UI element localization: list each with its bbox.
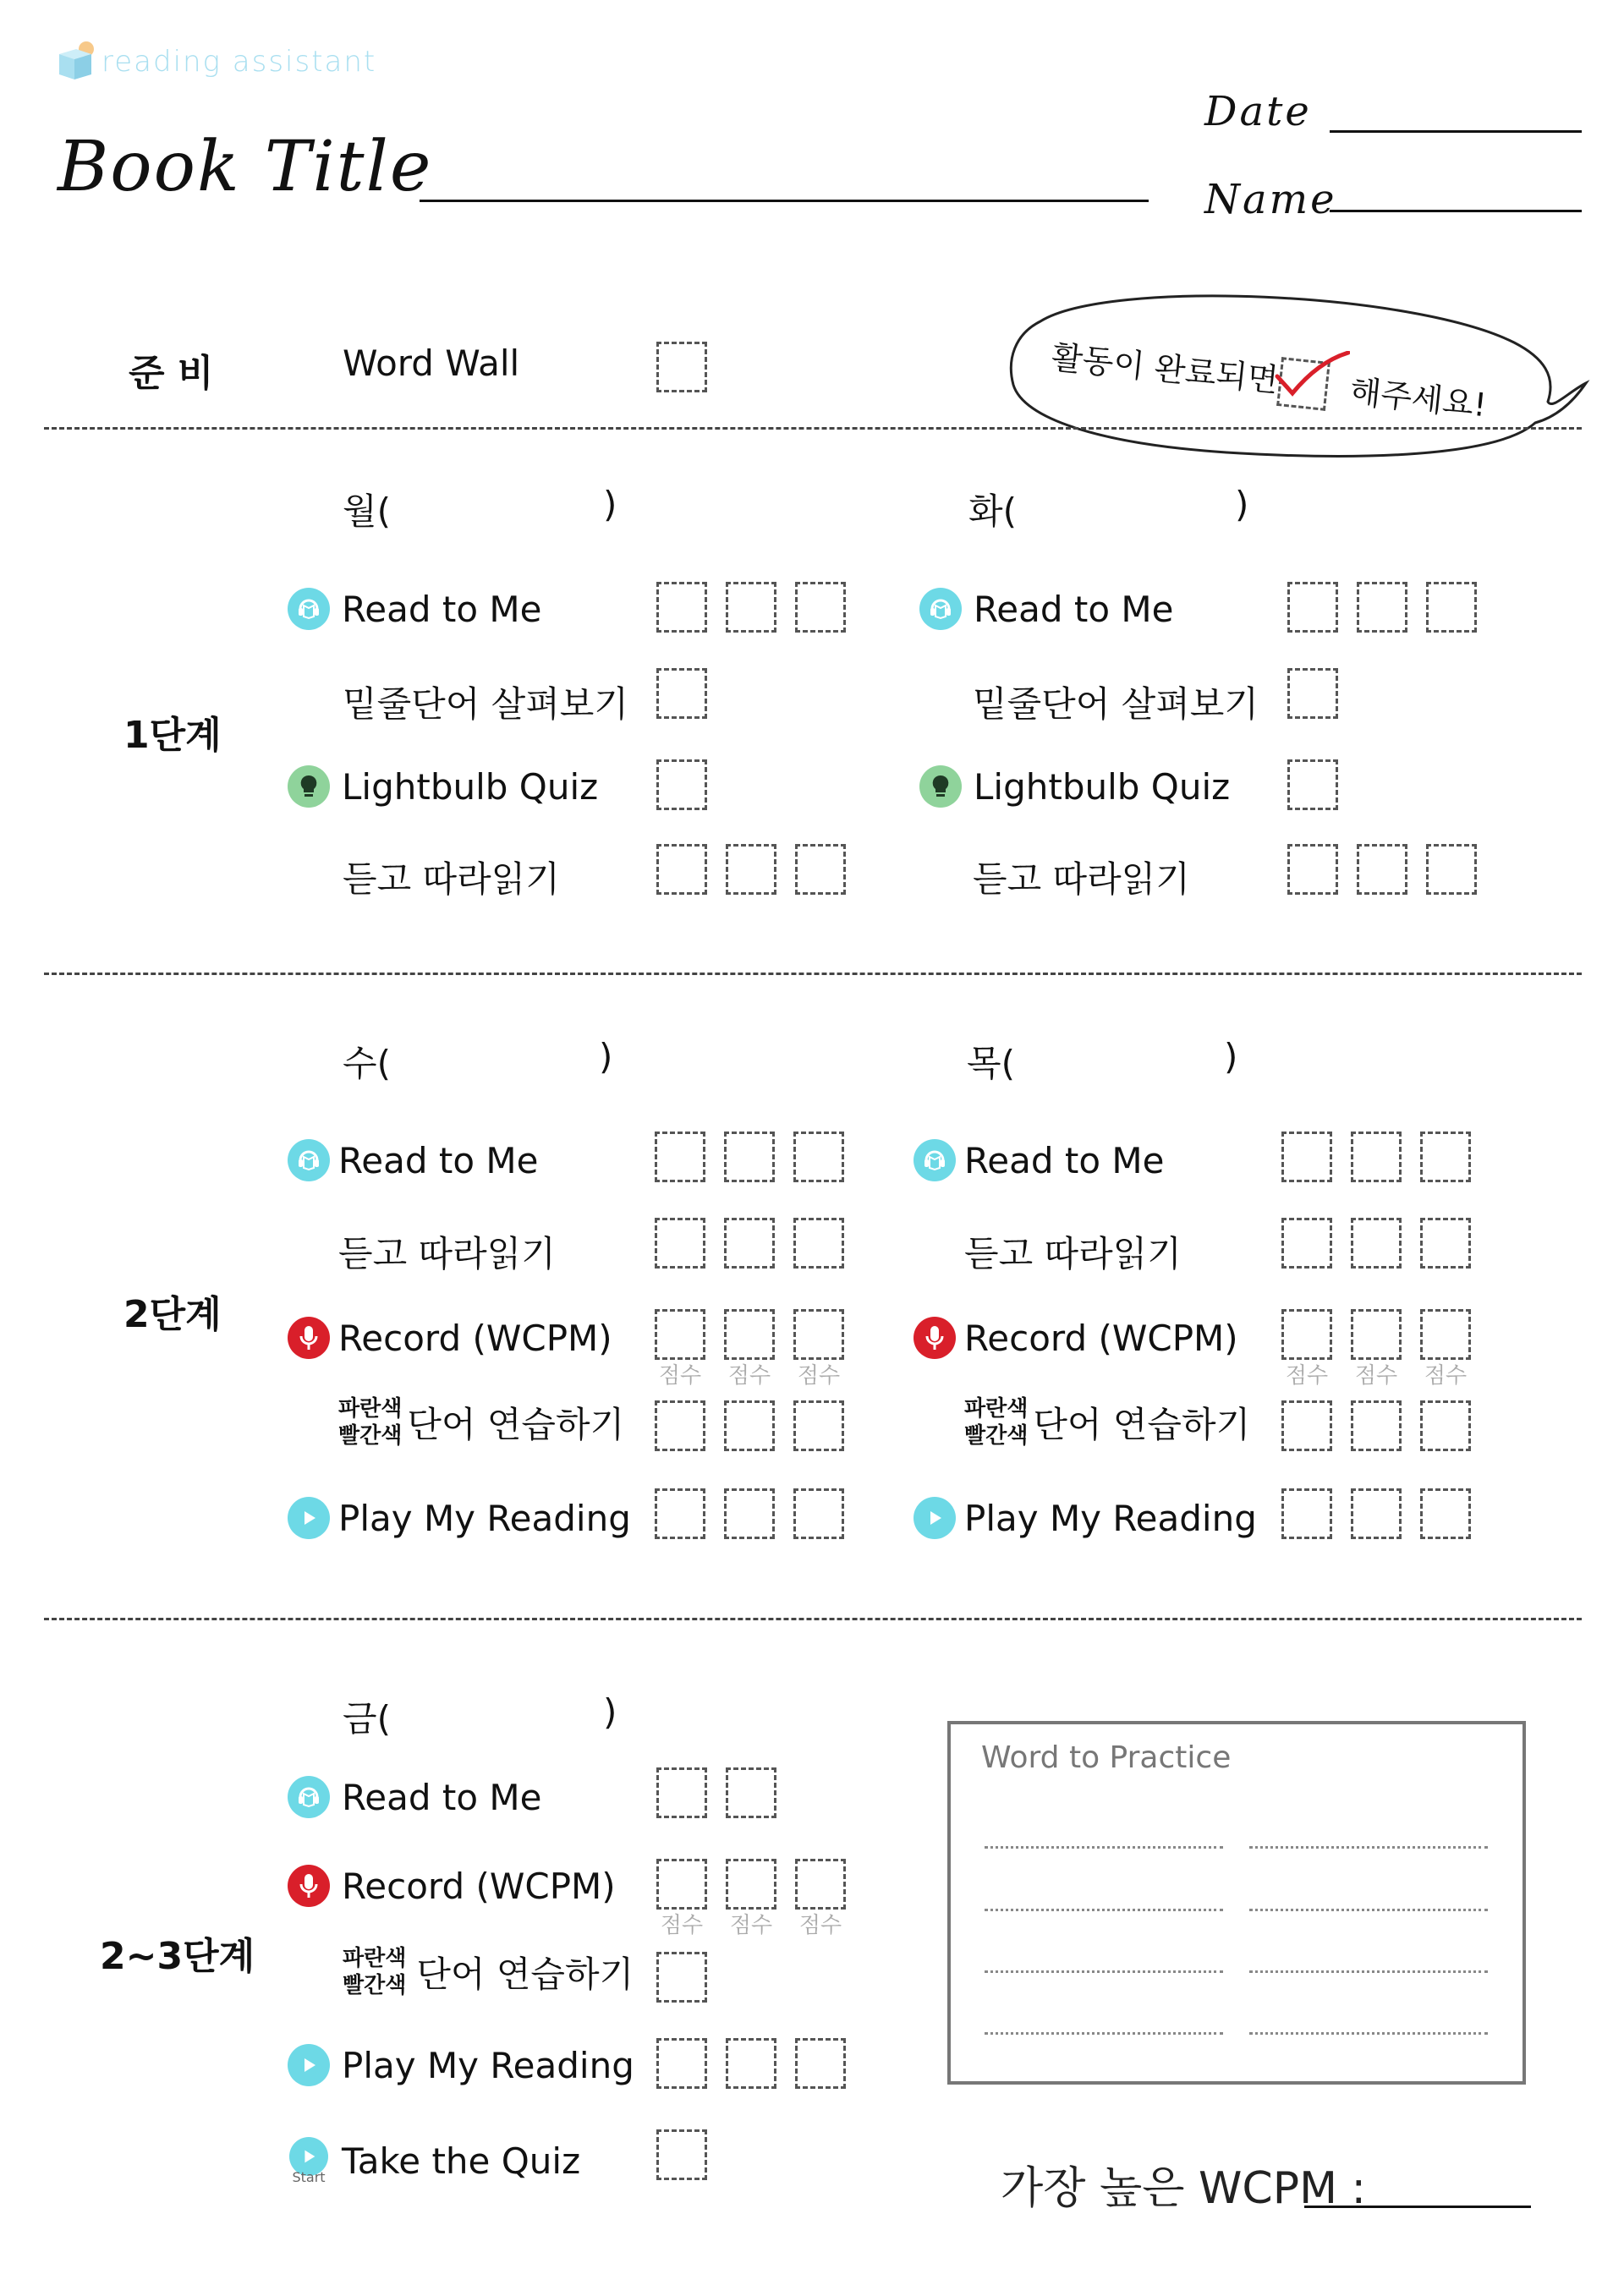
- score-label: 점수: [658, 1363, 702, 1389]
- item-label: Play My Reading: [342, 2044, 634, 2086]
- checkbox[interactable]: [1287, 668, 1338, 719]
- checkbox[interactable]: [656, 582, 707, 633]
- section-divider: [44, 427, 1582, 430]
- day-tue-label: 화(: [968, 490, 1017, 532]
- checkbox[interactable]: [656, 1952, 707, 2003]
- book-headphone-icon: [919, 588, 962, 630]
- item-label: Lightbulb Quiz: [974, 765, 1231, 808]
- date-label: Date: [1204, 88, 1312, 135]
- cube-logo-icon: [54, 41, 96, 83]
- s2-thu-read-to-me: [914, 1139, 1164, 1181]
- word-to-practice-title: Word to Practice: [981, 1740, 1232, 1775]
- item-label: Read to Me: [974, 588, 1174, 630]
- checkbox[interactable]: [1420, 1488, 1471, 1539]
- checkbox[interactable]: [795, 844, 846, 895]
- score-label: 점수: [798, 1913, 842, 1938]
- checkbox[interactable]: [726, 1767, 776, 1818]
- s1-tue-read-to-me: [919, 588, 1173, 630]
- checkbox[interactable]: [1281, 1400, 1332, 1451]
- checkbox[interactable]: [726, 844, 776, 895]
- practice-line[interactable]: [1249, 1970, 1488, 1973]
- s3-word-practice: [343, 1945, 634, 1999]
- s2-thu-listen-repeat: 듣고 따라읽기: [964, 1233, 1182, 1274]
- score-checkbox[interactable]: [656, 1859, 707, 1910]
- day-fri-close: ): [603, 1691, 617, 1733]
- item-label: Play My Reading: [338, 1497, 631, 1539]
- practice-line[interactable]: [1249, 1909, 1488, 1911]
- checkbox[interactable]: [1357, 582, 1407, 633]
- day-mon-label: 월(: [343, 490, 391, 532]
- item-label: Record (WCPM): [338, 1317, 612, 1359]
- score-label: 점수: [1354, 1363, 1398, 1389]
- s1-mon-underline-words: 밑줄단어 살펴보기: [343, 683, 628, 725]
- item-label: 단어 연습하기: [416, 1954, 634, 1995]
- checkbox[interactable]: [656, 2129, 707, 2180]
- checkbox[interactable]: [724, 1488, 775, 1539]
- s2-wed-listen-repeat: 듣고 따라읽기: [338, 1233, 556, 1274]
- s2-wed-record: [288, 1317, 612, 1359]
- item-label: Read to Me: [342, 1776, 542, 1818]
- red-label: 빨간색: [338, 1423, 403, 1449]
- s2-wed-word-practice: [338, 1395, 624, 1449]
- section-divider: [44, 1618, 1582, 1620]
- s1-mon-listen-repeat: 듣고 따라읽기: [343, 858, 560, 900]
- checkbox[interactable]: [1287, 759, 1338, 810]
- red-check-icon: [1274, 351, 1350, 402]
- score-checkbox[interactable]: [724, 1309, 775, 1360]
- start-button-icon: [288, 2137, 330, 2185]
- s1-tue-lightbulb-quiz: [919, 765, 1230, 808]
- practice-line[interactable]: [1249, 1846, 1488, 1849]
- logo-text: reading assistant: [102, 45, 377, 79]
- practice-line[interactable]: [985, 2032, 1223, 2035]
- color-labels: [338, 1395, 402, 1449]
- book-headphone-icon: [288, 1139, 330, 1181]
- checkbox[interactable]: [793, 1132, 844, 1182]
- bubble-text-before: 활동이 완료되면: [1050, 338, 1281, 399]
- checkbox[interactable]: [1420, 1218, 1471, 1269]
- lightbulb-icon: [288, 765, 330, 808]
- day-mon: [343, 484, 391, 534]
- score-label: 점수: [729, 1913, 773, 1938]
- checkbox[interactable]: [793, 1400, 844, 1451]
- item-label: Lightbulb Quiz: [342, 765, 599, 808]
- checkbox[interactable]: [1287, 582, 1338, 633]
- score-checkbox[interactable]: [1420, 1309, 1471, 1360]
- checkbox[interactable]: [1281, 1488, 1332, 1539]
- name-label: Name: [1204, 176, 1337, 223]
- day-thu-label: 목(: [967, 1043, 1015, 1084]
- score-checkbox[interactable]: [1351, 1309, 1402, 1360]
- checkbox[interactable]: [655, 1218, 705, 1269]
- s2-thu-record: [914, 1317, 1238, 1359]
- play-icon: [288, 1497, 330, 1539]
- red-label: 빨간색: [343, 1973, 407, 1998]
- checkbox[interactable]: [656, 844, 707, 895]
- checkbox[interactable]: [724, 1218, 775, 1269]
- best-wcpm-line[interactable]: [1304, 2206, 1531, 2208]
- book-title-line[interactable]: [420, 200, 1149, 202]
- s1-tue-listen-repeat: 듣고 따라읽기: [973, 858, 1190, 900]
- score-checkbox[interactable]: [655, 1309, 705, 1360]
- day-wed-label: 수(: [343, 1043, 391, 1084]
- s3-read-to-me: [288, 1776, 541, 1818]
- s1-tue-underline-words: 밑줄단어 살펴보기: [973, 683, 1259, 725]
- checkbox[interactable]: [726, 2038, 776, 2089]
- checkbox[interactable]: [1351, 1400, 1402, 1451]
- date-line[interactable]: [1330, 130, 1582, 133]
- checkbox[interactable]: [1426, 844, 1477, 895]
- day-tue: [968, 484, 1017, 534]
- checkbox[interactable]: [655, 1488, 705, 1539]
- blue-label: 파란색: [338, 1396, 403, 1422]
- s3-play-my-reading: [288, 2044, 634, 2086]
- day-fri-label: 금(: [343, 1698, 391, 1740]
- start-label: Start: [292, 2169, 326, 2185]
- checkbox[interactable]: [1426, 582, 1477, 633]
- checkbox[interactable]: [1281, 1218, 1332, 1269]
- checkbox[interactable]: [1351, 1488, 1402, 1539]
- score-checkbox[interactable]: [793, 1309, 844, 1360]
- checkbox[interactable]: [1287, 844, 1338, 895]
- checkbox[interactable]: [1351, 1132, 1402, 1182]
- item-label: Read to Me: [338, 1139, 539, 1181]
- s3-take-the-quiz: [288, 2137, 580, 2185]
- item-label: Take the Quiz: [342, 2140, 581, 2182]
- score-checkbox[interactable]: [726, 1859, 776, 1910]
- bubble-text-after: 해주세요!: [1347, 372, 1489, 425]
- score-checkbox[interactable]: [795, 1859, 846, 1910]
- checkbox[interactable]: [724, 1400, 775, 1451]
- color-labels: [343, 1945, 406, 1999]
- blue-label: 파란색: [964, 1396, 1029, 1422]
- day-tue-close: ): [1235, 484, 1249, 525]
- item-label: 단어 연습하기: [1033, 1404, 1251, 1445]
- item-label: 단어 연습하기: [407, 1404, 625, 1445]
- checkbox[interactable]: [656, 668, 707, 719]
- checkbox[interactable]: [726, 582, 776, 633]
- play-icon: [914, 1497, 956, 1539]
- checkbox[interactable]: [1351, 1218, 1402, 1269]
- book-headphone-icon: [288, 1776, 330, 1818]
- microphone-icon: [288, 1865, 330, 1907]
- word-wall-label: Word Wall: [343, 342, 520, 384]
- stage1-label: 1단계: [123, 714, 222, 757]
- checkbox[interactable]: [795, 582, 846, 633]
- s2-wed-read-to-me: [288, 1139, 538, 1181]
- checkbox[interactable]: [655, 1132, 705, 1182]
- checkbox[interactable]: [724, 1132, 775, 1182]
- red-label: 빨간색: [964, 1423, 1029, 1449]
- item-label: Read to Me: [342, 588, 542, 630]
- item-label: Record (WCPM): [342, 1865, 616, 1907]
- s2-wed-play-my-reading: [288, 1497, 631, 1539]
- s3-record: [288, 1865, 616, 1907]
- score-label: 점수: [797, 1363, 841, 1389]
- name-line[interactable]: [1330, 210, 1582, 212]
- lightbulb-icon: [919, 765, 962, 808]
- checkbox[interactable]: [795, 2038, 846, 2089]
- checkbox[interactable]: [656, 759, 707, 810]
- stage2-label: 2단계: [123, 1293, 222, 1336]
- prep-stage-label: 준 비: [129, 352, 214, 395]
- item-label: Play My Reading: [964, 1497, 1257, 1539]
- word-wall-checkbox[interactable]: [656, 342, 707, 392]
- s1-mon-read-to-me: [288, 588, 541, 630]
- word-to-practice-box: [947, 1721, 1526, 2085]
- checkbox[interactable]: [656, 1767, 707, 1818]
- book-title-label: Book Title: [58, 127, 433, 207]
- checkbox[interactable]: [655, 1400, 705, 1451]
- microphone-icon: [288, 1317, 330, 1359]
- score-label: 점수: [660, 1913, 704, 1938]
- s2-thu-play-my-reading: [914, 1497, 1257, 1539]
- day-wed-close: ): [599, 1036, 613, 1077]
- checkbox[interactable]: [1357, 844, 1407, 895]
- checkbox[interactable]: [1281, 1132, 1332, 1182]
- blue-label: 파란색: [343, 1946, 407, 1971]
- score-label: 점수: [727, 1363, 771, 1389]
- microphone-icon: [914, 1317, 956, 1359]
- practice-line[interactable]: [985, 1909, 1223, 1911]
- stage3-label: 2~3단계: [100, 1935, 255, 1978]
- checkbox[interactable]: [793, 1488, 844, 1539]
- book-headphone-icon: [914, 1139, 956, 1181]
- best-wcpm-label: 가장 높은 WCPM :: [1001, 2163, 1366, 2214]
- practice-line[interactable]: [985, 1846, 1223, 1849]
- play-icon: [288, 2044, 330, 2086]
- checkbox[interactable]: [793, 1218, 844, 1269]
- section-divider: [44, 973, 1582, 975]
- score-label: 점수: [1285, 1363, 1329, 1389]
- day-mon-close: ): [603, 484, 617, 525]
- s1-mon-lightbulb-quiz: [288, 765, 598, 808]
- item-label: Record (WCPM): [964, 1317, 1238, 1359]
- checkbox[interactable]: [1420, 1400, 1471, 1451]
- checkbox[interactable]: [1420, 1132, 1471, 1182]
- checkbox[interactable]: [656, 2038, 707, 2089]
- score-checkbox[interactable]: [1281, 1309, 1332, 1360]
- practice-line[interactable]: [985, 1970, 1223, 1973]
- book-headphone-icon: [288, 588, 330, 630]
- item-label: Read to Me: [964, 1139, 1165, 1181]
- day-thu-close: ): [1224, 1036, 1238, 1077]
- color-labels: [964, 1395, 1028, 1449]
- s2-thu-word-practice: [964, 1395, 1250, 1449]
- logo: [54, 32, 376, 91]
- score-label: 점수: [1424, 1363, 1468, 1389]
- practice-line[interactable]: [1249, 2032, 1488, 2035]
